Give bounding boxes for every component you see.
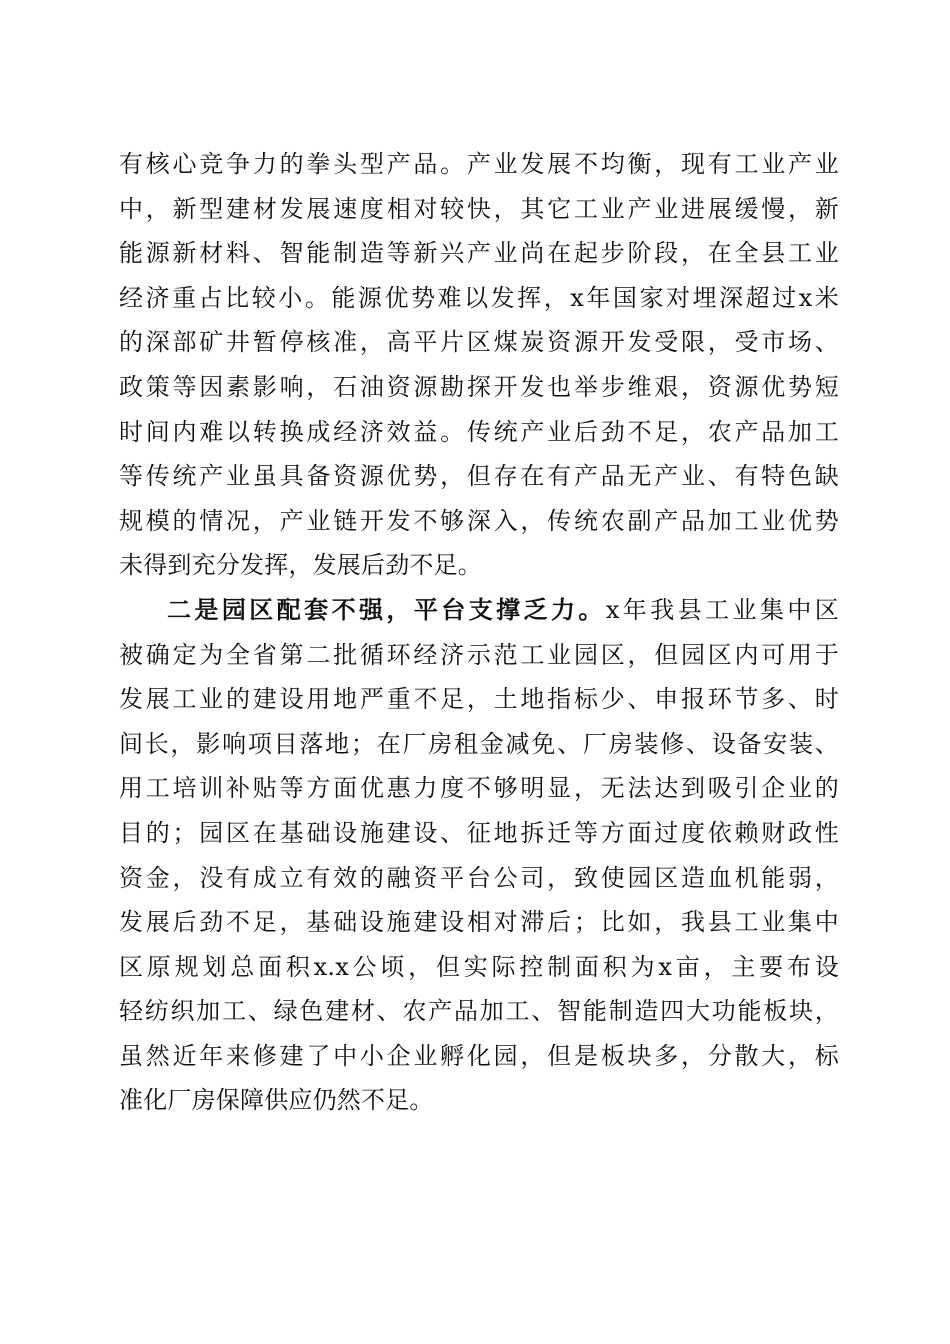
text-line: 发展工业的建设用地严重不足，土地指标少、申报环节多、时 <box>119 685 839 714</box>
text-line: 未得到充分发挥，发展后劲不足。 <box>119 551 482 580</box>
text-line: 的深部矿井暂停核准，高平片区煤炭资源开发受限，受市场、 <box>119 328 839 357</box>
text-line: 准化厂房保障供应仍然不足。 <box>119 1086 434 1115</box>
text-line: 发展后劲不足，基础设施建设相对滞后；比如，我县工业集中 <box>119 908 839 937</box>
paragraph-park <box>119 588 839 1123</box>
text-line: 有核心竞争力的拳头型产品。产业发展不均衡，现有工业产业 <box>119 150 839 178</box>
text-line: 能源新材料、智能制造等新兴产业尚在起步阶段，在全县工业 <box>119 239 839 268</box>
paragraph-heading: 二是园区配套不强，平台支撑乏力。 <box>167 594 606 624</box>
text-line: 间长，影响项目落地；在厂房租金减免、厂房装修、设备安装、 <box>119 729 839 758</box>
text-line: 规模的情况，产业链开发不够深入，传统农副产品加工业优势 <box>119 506 839 535</box>
text-line: 中，新型建材发展速度相对较快，其它工业产业进展缓慢，新 <box>119 194 839 223</box>
text-line: 资金，没有成立有效的融资平台公司，致使园区造血机能弱， <box>119 863 839 892</box>
text-line: 等传统产业虽具备资源优势，但存在有产品无产业、有特色缺 <box>119 462 839 491</box>
text-line: 虽然近年来修建了中小企业孵化园，但是板块多，分散大，标 <box>119 1041 839 1070</box>
document-body <box>119 142 839 1123</box>
text-line: 时间内难以转换成经济效益。传统产业后劲不足，农产品加工 <box>119 417 839 446</box>
text-line: 政策等因素影响，石油资源勘探开发也举步维艰，资源优势短 <box>119 372 839 401</box>
heading-continuation: x年我县工业集中区 <box>605 595 839 624</box>
text-line-first <box>119 588 839 633</box>
text-line: 目的；园区在基础设施建设、征地拆迁等方面过度依赖财政性 <box>119 818 839 847</box>
text-line: 被确定为全省第二批循环经济示范工业园区，但园区内可用于 <box>119 640 839 669</box>
text-line: 轻纺织加工、绿色建材、农产品加工、智能制造四大功能板块， <box>119 997 839 1026</box>
paragraph-industry <box>119 142 839 588</box>
text-line: 区原规划总面积x.x公顷，但实际控制面积为x亩，主要布设 <box>119 952 839 981</box>
text-line: 用工培训补贴等方面优惠力度不够明显，无法达到吸引企业的 <box>119 774 839 803</box>
text-line: 经济重占比较小。能源优势难以发挥，x年国家对埋深超过x米 <box>119 283 839 312</box>
